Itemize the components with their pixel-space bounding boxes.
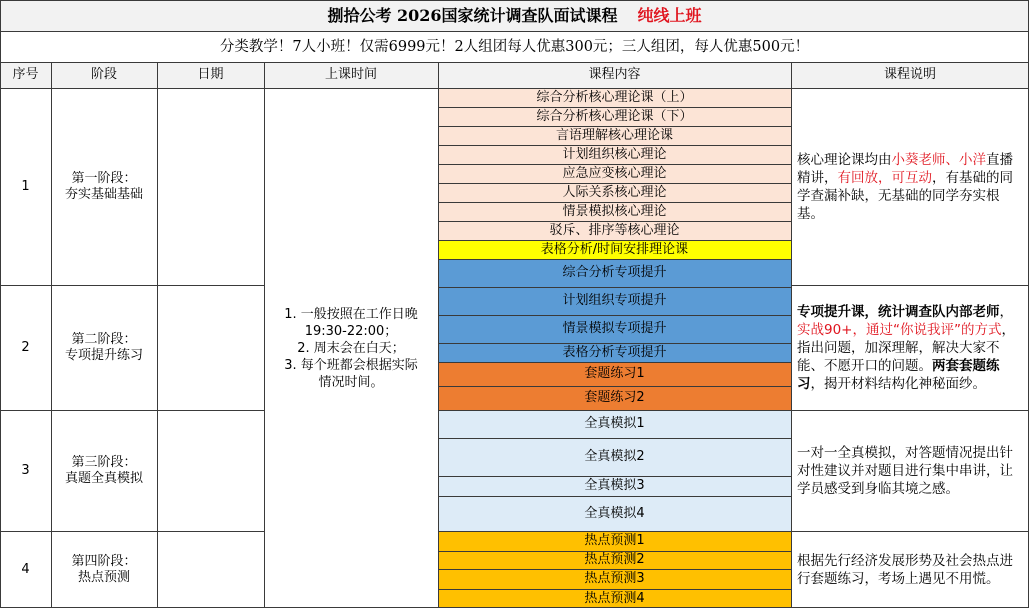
stage-name-line1: 第一阶段：	[71, 170, 137, 186]
course-cell: 应急应变核心理论	[438, 164, 791, 183]
grid-line	[438, 202, 791, 203]
grid-line	[438, 531, 791, 532]
header-date: 日期	[197, 67, 224, 82]
grid-line	[438, 438, 791, 439]
course-cell: 全真模拟1	[438, 410, 791, 438]
stage-name-line2: 热点预测	[77, 569, 130, 585]
page-title	[0, 0, 1029, 31]
course-cell: 综合分析核心理论课（上）	[438, 88, 791, 107]
course-cell: 热点预测3	[438, 569, 791, 589]
note-text-plain: ，有基础的同学查漏补缺，无基础的同学夯实根基。	[797, 169, 1013, 222]
grid-line	[438, 126, 791, 127]
stage-name-line1: 第二阶段：	[71, 331, 137, 347]
schedule-cell	[264, 88, 438, 608]
stage-name	[51, 285, 157, 410]
grid-line	[438, 343, 791, 344]
grid-line	[0, 285, 264, 286]
grid-line	[157, 62, 158, 608]
grid-line	[438, 259, 791, 260]
stage-name	[51, 531, 157, 608]
grid-line	[438, 164, 791, 165]
course-cell: 套题练习2	[438, 386, 791, 410]
course-cell: 言语理解核心理论课	[438, 126, 791, 145]
schedule-line: 情况时间。	[318, 374, 384, 390]
note-text-plain: ，指出问题，加深理解，解决大家不能、不愿开口的问题。	[797, 321, 1015, 374]
grid-line	[438, 386, 791, 387]
stage-name	[51, 88, 157, 285]
grid-line	[0, 0, 1, 608]
title-tag: 纯线上班	[637, 5, 702, 25]
course-cell: 综合分析核心理论课（下）	[438, 107, 791, 126]
stage-name	[51, 410, 157, 531]
stage-name-line1: 第四阶段：	[71, 553, 137, 569]
note-text-plain: 核心理论课均由	[797, 151, 892, 168]
grid-line	[438, 589, 791, 590]
header-content: 课程内容	[588, 67, 641, 82]
grid-line	[791, 410, 1029, 411]
note-cell	[791, 410, 1029, 531]
grid-line	[791, 531, 1029, 532]
note-text: 根据先行经济发展形势及社会热点进行套题练习，考场上遇见不用慌。	[797, 552, 1013, 587]
note-highlight: 有回放，可互动	[837, 169, 932, 186]
grid-line	[438, 496, 791, 497]
promo-banner: 分类教学！7人小班！仅需6999元！2人组团每人优惠300元；三人组团，每人优惠500元！	[219, 38, 810, 55]
schedule-line: 3. 每个班都会根据实际	[284, 357, 418, 373]
stage-name-line2: 专项提升练习	[64, 347, 143, 363]
grid-line	[51, 62, 52, 608]
grid-line	[438, 221, 791, 222]
course-cell: 热点预测1	[438, 531, 791, 551]
grid-line	[438, 287, 791, 288]
grid-line	[438, 145, 791, 146]
note-cell	[791, 531, 1029, 608]
grid-line	[791, 62, 792, 608]
grid-line	[264, 62, 265, 608]
course-cell: 表格分析/时间安排理论课	[438, 240, 791, 259]
header-seq: 序号	[12, 67, 39, 82]
header-time: 上课时间	[324, 67, 377, 82]
grid-line	[0, 410, 264, 411]
grid-line	[438, 183, 791, 184]
course-cell: 热点预测4	[438, 589, 791, 608]
header-stage: 阶段	[90, 67, 117, 82]
seq-cell: 1	[21, 178, 30, 194]
course-cell: 套题练习1	[438, 362, 791, 386]
course-cell: 情景模拟核心理论	[438, 202, 791, 221]
note-text	[797, 303, 1023, 393]
grid-line	[438, 476, 791, 477]
note-bold: 两套套题练习	[797, 357, 1000, 392]
grid-line	[0, 62, 1029, 63]
course-cell: 驳斥、排序等核心理论	[438, 221, 791, 240]
course-cell: 全真模拟3	[438, 476, 791, 496]
grid-line	[438, 107, 791, 108]
schedule-line: 1. 一般按照在工作日晚	[284, 306, 418, 322]
note-text-plain: ，揭开材料结构化神秘面纱。	[810, 375, 986, 392]
course-cell: 计划组织核心理论	[438, 145, 791, 164]
course-cell: 全真模拟4	[438, 496, 791, 531]
schedule-line: 2. 周末会在白天；	[297, 340, 405, 356]
grid-line	[0, 88, 1029, 89]
grid-line	[438, 62, 439, 608]
note-teachers: 小葵老师、小洋	[891, 151, 986, 168]
schedule-line: 19:30-22:00；	[304, 323, 398, 339]
note-text	[797, 151, 1023, 223]
course-cell: 综合分析专项提升	[438, 259, 791, 287]
course-cell: 热点预测2	[438, 551, 791, 569]
course-cell: 表格分析专项提升	[438, 343, 791, 362]
seq-cell: 2	[21, 339, 30, 355]
seq-cell: 3	[21, 462, 30, 478]
grid-line	[438, 551, 791, 552]
stage-name-line1: 第三阶段：	[71, 454, 137, 470]
grid-line	[438, 315, 791, 316]
course-cell: 计划组织专项提升	[438, 287, 791, 315]
grid-line	[0, 31, 1029, 32]
grid-line	[438, 362, 791, 363]
note-cell	[791, 285, 1029, 410]
title-main: 捌拾公考 2026国家统计调查队面试课程	[327, 5, 618, 25]
course-cell: 人际关系核心理论	[438, 183, 791, 202]
grid-line	[438, 569, 791, 570]
note-text-plain: ，	[999, 303, 1013, 320]
grid-line	[438, 410, 791, 411]
note-bold: 专项提升课，统计调查队内部老师	[797, 303, 1000, 320]
header-note: 课程说明	[883, 67, 936, 82]
note-highlight: 实战90+，通过“你说我评”的方式	[797, 321, 1002, 338]
grid-line	[0, 531, 264, 532]
course-cell: 全真模拟2	[438, 438, 791, 476]
stage-name-line2: 夯实基础基础	[64, 186, 143, 202]
seq-cell: 4	[21, 561, 30, 577]
grid-line	[438, 240, 791, 241]
note-text: 一对一全真模拟，对答题情况提出针对性建议并对题目进行集中串讲，让学员感受到身临其境之感。	[797, 444, 1013, 497]
grid-line	[791, 285, 1029, 286]
note-text-plain: 直播精讲，	[797, 151, 1013, 186]
course-cell: 情景模拟专项提升	[438, 315, 791, 343]
stage-name-line2: 真题全真模拟	[64, 470, 143, 486]
note-cell	[791, 88, 1029, 285]
grid-line	[0, 0, 1029, 1]
